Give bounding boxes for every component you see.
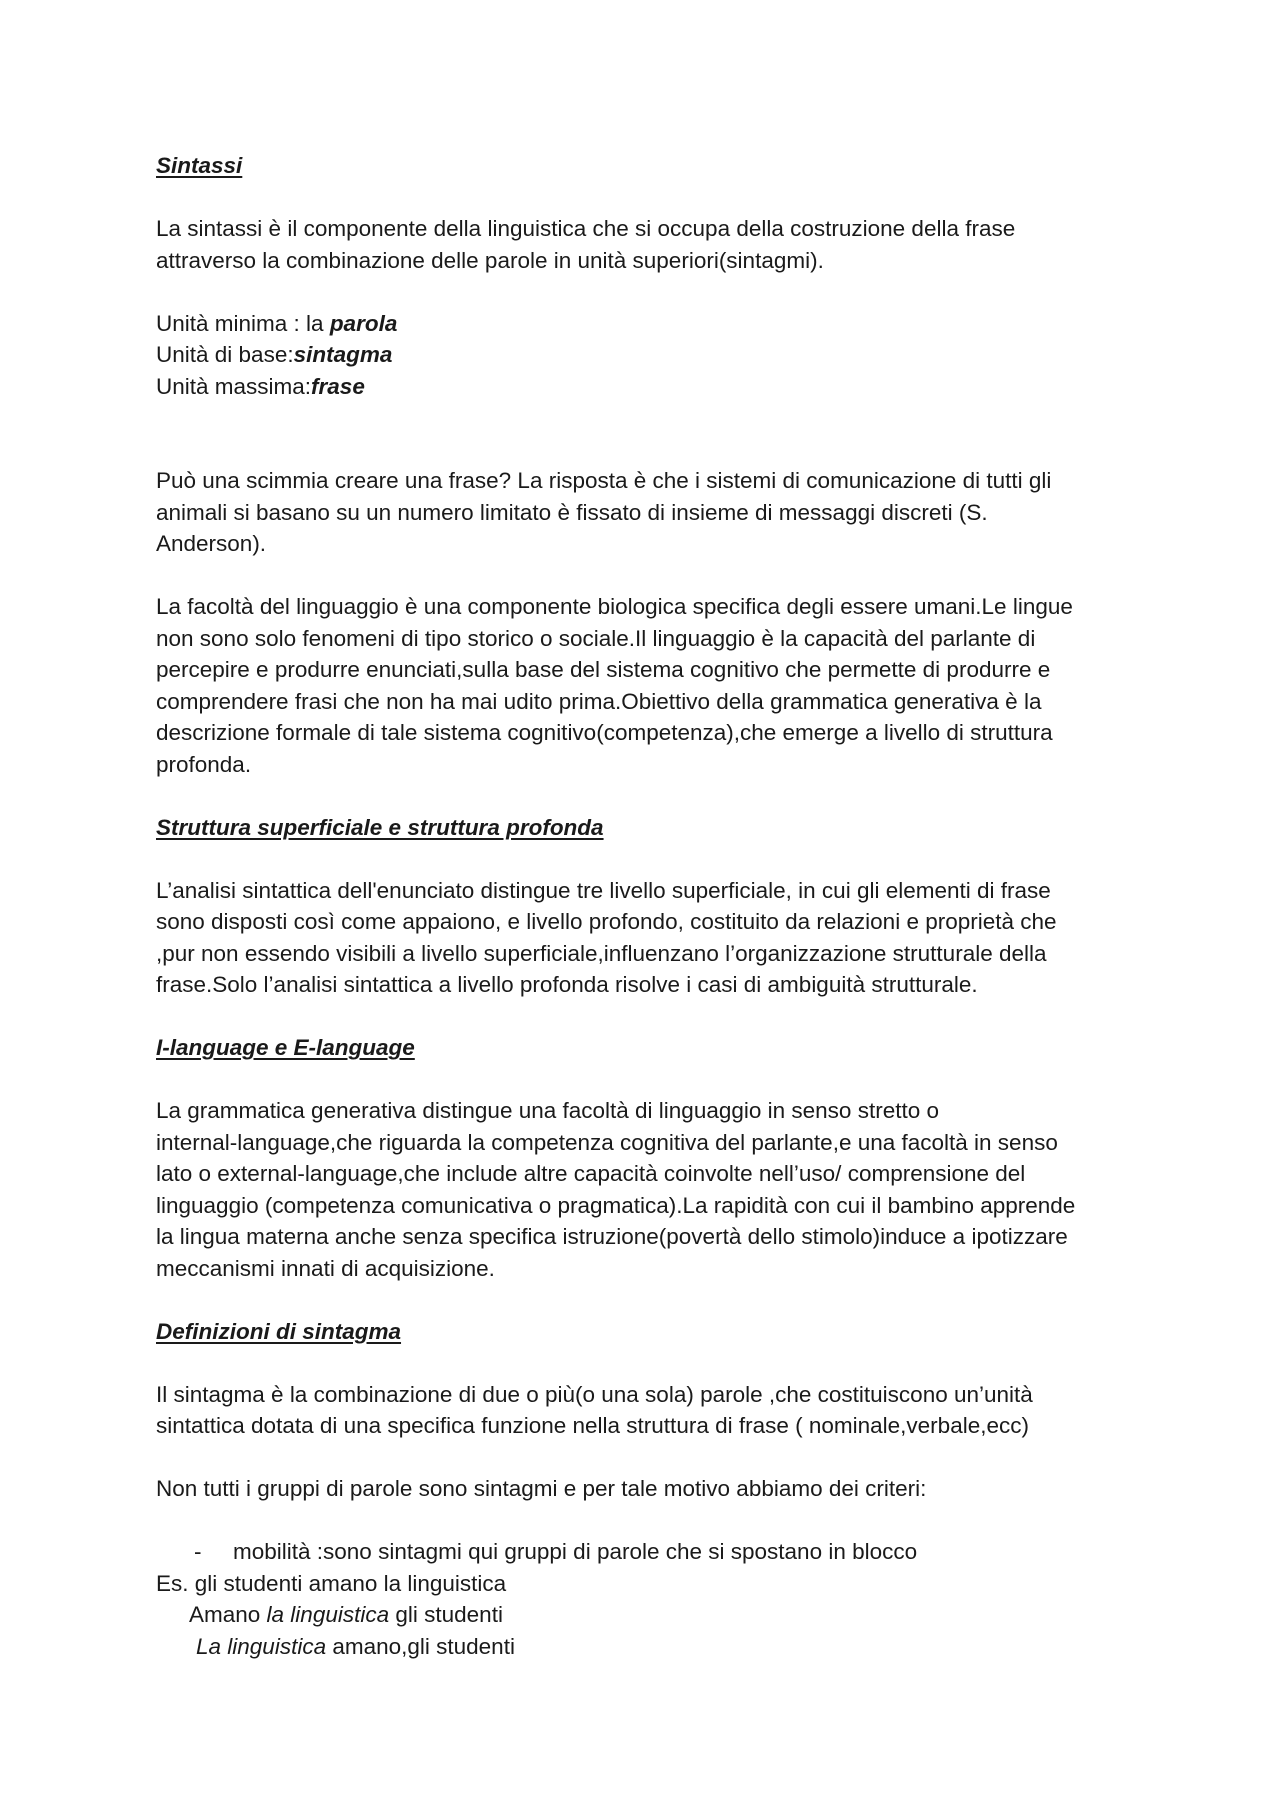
paragraph-line: non sono solo fenomeni di tipo storico o sociale.Il linguaggio è la capacità del parlante di [156, 625, 1036, 651]
paragraph-line: descrizione formale di tale sistema cognitivo(competenza),che emerge a livello di struttura [156, 720, 1053, 745]
unit-label: Unità massima: [156, 373, 312, 399]
list-item [156, 1536, 1136, 1568]
bullet-dash-icon: - [194, 1539, 202, 1564]
example-text: amano,gli studenti [326, 1633, 515, 1659]
example-line: Es. gli studenti amano la linguistica [156, 1570, 507, 1596]
section-heading-language: I-language e E-language [156, 1035, 415, 1060]
example-text: gli studenti [389, 1602, 503, 1627]
paragraph-line: sintattica dotata di una specifica funzione nella struttura di frase ( nominale,verbale,ecc) [156, 1413, 1029, 1438]
structure-paragraph [156, 875, 1136, 1001]
paragraph-line: sono disposti così come appaiono, e livello profondo, costituito da relazioni e proprietà che [156, 909, 1057, 934]
faculty-paragraph [156, 591, 1136, 780]
unit-term: parola [329, 310, 398, 336]
intro-line: La sintassi è il componente della linguistica che si occupa della costruzione della frase [156, 216, 1016, 241]
paragraph-line: comprendere frasi che non ha mai udito prima.Obiettivo della grammatica generativa è la [156, 688, 1042, 714]
paragraph-line: Può una scimmia creare una frase? La risposta è che i sistemi di comunicazione di tutti gli [156, 468, 1052, 493]
unit-term: frase [311, 373, 365, 399]
list-item-text: mobilità :sono sintagmi qui gruppi di parole che si spostano in blocco [233, 1539, 918, 1564]
paragraph-line: ,pur non essendo visibili a livello superficiale,influenzano l’organizzazione strutturale della [156, 940, 1047, 966]
intro-paragraph [156, 213, 1136, 276]
criteria-list [156, 1536, 1136, 1568]
paragraph-line: meccanismi innati di acquisizione. [156, 1255, 495, 1281]
unit-maximum [156, 371, 1136, 403]
paragraph-line: La facoltà del linguaggio è una componente biologica specifica degli essere umani.Le lingue [156, 594, 1073, 619]
paragraph-line: percepire e produrre enunciati,sulla base del sistema cognitivo che permette di produrre e [156, 657, 1051, 682]
unit-base [156, 339, 1136, 371]
definitions-paragraph [156, 1379, 1136, 1442]
criteria-paragraph [156, 1473, 1136, 1505]
document-page [156, 150, 1136, 1662]
paragraph-line: animali si basano su un numero limitato è fissato di insieme di messaggi discreti (S. [156, 499, 988, 525]
paragraph-line: la lingua materna anche senza specifica istruzione(povertà dello stimolo)induce a ipotizzare [156, 1224, 1068, 1249]
paragraph-line: Il sintagma è la combinazione di due o più(o una sola) parole ,che costituiscono un’unità [156, 1381, 1033, 1407]
paragraph-line: Anderson). [156, 531, 267, 556]
paragraph-line: frase.Solo l’analisi sintattica a livello profonda risolve i casi di ambiguità strutturale. [156, 972, 978, 997]
blank-line [156, 434, 1136, 466]
unit-minimum [156, 308, 1136, 340]
section-heading-definitions: Definizioni di sintagma [156, 1318, 402, 1344]
unit-label: Unità minima : la [156, 310, 330, 336]
monkey-paragraph [156, 465, 1136, 560]
example-italic-text: La linguistica [196, 1633, 327, 1659]
example-line [156, 1599, 1136, 1631]
unit-label: Unità di base: [156, 342, 294, 367]
page-title: Sintassi [156, 153, 243, 178]
example-line [156, 1631, 1136, 1663]
language-paragraph [156, 1095, 1136, 1284]
paragraph-line: profonda. [156, 751, 252, 777]
examples-block [156, 1568, 1136, 1663]
paragraph-line: lato o external-language,che include altre capacità coinvolte nell’uso/ comprensione del [156, 1161, 1026, 1186]
paragraph-line: L’analisi sintattica dell'enunciato distingue tre livello superficiale, in cui gli elementi di frase [156, 877, 1051, 903]
section-heading-structure: Struttura superficiale e struttura profonda [156, 814, 604, 840]
paragraph-line: internal-language,che riguarda la competenza cognitiva del parlante,e una facoltà in senso [156, 1129, 1058, 1155]
unit-term: sintagma [293, 342, 393, 367]
paragraph-line: La grammatica generativa distingue una facoltà di linguaggio in senso stretto o [156, 1098, 939, 1123]
units-list [156, 308, 1136, 403]
example-text: Amano [189, 1602, 267, 1627]
paragraph-line: linguaggio (competenza comunicativa o pragmatica).La rapidità con cui il bambino apprende [156, 1192, 1076, 1218]
example-italic-text: la linguistica [266, 1602, 390, 1627]
intro-line: attraverso la combinazione delle parole in unità superiori(sintagmi). [156, 247, 824, 273]
paragraph-line: Non tutti i gruppi di parole sono sintagmi e per tale motivo abbiamo dei criteri: [156, 1476, 927, 1501]
